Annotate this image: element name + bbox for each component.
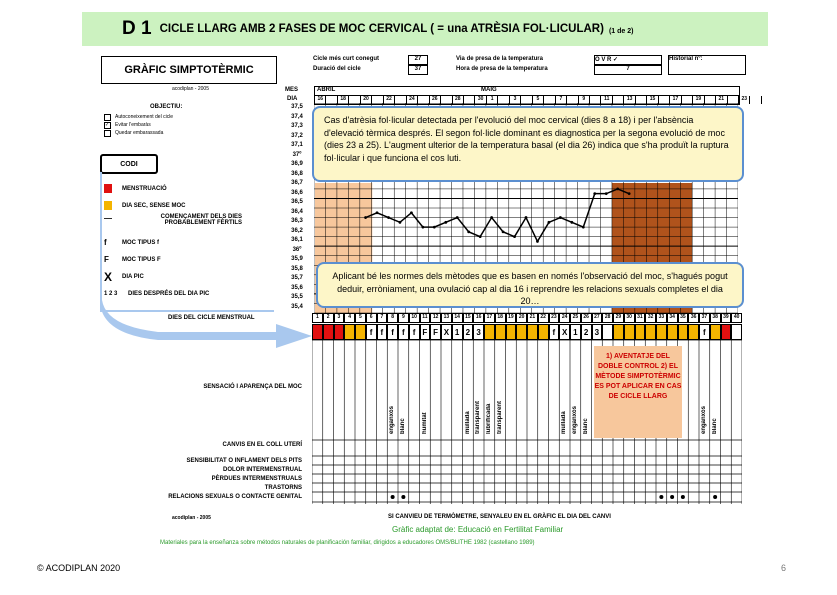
legend-label: DIES DESPRÉS DEL DIA PIC <box>128 290 210 297</box>
temp-tick: 36,8 <box>291 170 303 177</box>
relation-dot <box>391 495 395 499</box>
temp-tick: 36,2 <box>291 227 303 234</box>
x-icon: X <box>104 269 113 284</box>
objective-title: OBJECTIU: <box>150 104 183 110</box>
code-cell <box>635 324 646 340</box>
date-cell: 24 <box>407 96 418 104</box>
temp-tick: 35,9 <box>291 256 303 262</box>
axis-day-label: DIA <box>287 96 298 102</box>
row-label-disorders: TRASTORNS <box>264 485 302 491</box>
cycle-day-cell: 18 <box>495 313 506 323</box>
temp-tick: 35,6 <box>291 284 303 291</box>
legend-label: MOC TIPUS F <box>122 256 161 263</box>
code-cell <box>645 324 656 340</box>
dash-icon: — <box>104 214 112 223</box>
cycle-day-cell: 20 <box>516 313 527 323</box>
code-cell <box>710 324 721 340</box>
materials-note: Materiales para la enseñanza sobre métodos naturales de planificación familiar, dirigidos a educadores OMS/BLITHE 1982 (castellano 1989) <box>160 540 535 546</box>
code-cell <box>344 324 355 340</box>
cycle-day-cell: 23 <box>549 313 560 323</box>
code-cell <box>678 324 689 340</box>
axis-month-label: MES <box>285 87 299 93</box>
temperature-point <box>605 192 608 195</box>
code-cell <box>613 324 624 340</box>
codi-label: CODI <box>100 154 158 174</box>
code-cell: f <box>387 324 398 340</box>
relation-dot <box>670 495 674 499</box>
date-cell: 23 <box>739 96 750 104</box>
date-cell: 20 <box>361 96 372 104</box>
history-number-field[interactable]: Historial nº: <box>668 55 746 75</box>
temperature-point <box>628 192 631 195</box>
cycle-day-cell: 2 <box>323 313 334 323</box>
temp-tick: 36,7 <box>291 180 303 186</box>
shortest-cycle-value[interactable]: 27 <box>408 55 428 65</box>
temperature-point <box>570 221 573 224</box>
cycle-duration-value[interactable]: 37 <box>408 65 428 75</box>
cycle-day-cell: 30 <box>624 313 635 323</box>
callout-top: Cas d'atrèsia fol·licular detectada per l'evolució del moc cervical (dies 8 a 18) i per l'absència d'elevació tèrmica després. El segon fol·licle dominant es diagnostica per la segona evolució de moc (dies 23 a 25). L'augment ulterior de la temperatura basal (el dia 26) indica que s'ha produït la ruptura fol·licular i que funciona el cos luti. <box>312 106 744 182</box>
callout-bottom: Aplicant bé les normes dels mètodes que es basen en només l'observació del moc, s'hagués pogut deduir, erròniament, una ovulació cap al dia 16 i reprendre les relacions sexuals completes el dia 20… <box>316 262 744 308</box>
shortest-cycle-label: Cicle més curt conegut <box>313 56 380 62</box>
sheet-code: D 1 <box>122 18 152 39</box>
code-cell: f <box>549 324 560 340</box>
temperature-point <box>364 216 367 219</box>
temp-tick: 36,3 <box>291 218 303 224</box>
adapted-from: Gràfic adaptat de: Educació en Fertilitat Familiar <box>392 525 564 534</box>
cycle-day-cell: 25 <box>570 313 581 323</box>
cycle-day-cell: 34 <box>667 313 678 323</box>
date-cell: 5 <box>533 96 544 104</box>
objective-item: Autoconeixement del cicle <box>115 114 174 120</box>
row-label-spotting: PÈRDUES INTERMENSTRUALS <box>211 476 302 482</box>
f-icon: f <box>104 238 107 247</box>
cycle-day-cell: 1 <box>312 313 323 323</box>
code-cell: F <box>420 324 431 340</box>
temp-hour-label: Hora de presa de la temperatura <box>456 66 548 72</box>
temperature-point <box>582 226 585 229</box>
cycle-day-cell: 28 <box>602 313 613 323</box>
cycle-day-cell: 40 <box>731 313 742 323</box>
cycle-day-cell: 3 <box>334 313 345 323</box>
temperature-point <box>456 216 459 219</box>
date-cell: 21 <box>716 96 727 104</box>
code-cell: f <box>366 324 377 340</box>
temp-tick: 35,7 <box>291 275 303 281</box>
code-cell <box>355 324 366 340</box>
temp-tick: 36,1 <box>291 237 303 243</box>
mucus-word: mullada <box>561 411 568 434</box>
temp-route-label: Via de presa de la temperatura <box>456 56 543 62</box>
temperature-point <box>387 216 390 219</box>
cycle-day-cell: 5 <box>355 313 366 323</box>
cycle-day-cell: 15 <box>463 313 474 323</box>
cycle-day-cell: 29 <box>613 313 624 323</box>
relation-dot <box>713 495 717 499</box>
code-cell <box>731 324 742 340</box>
temp-tick: 35,4 <box>291 303 303 310</box>
cycle-day-cell: 39 <box>721 313 732 323</box>
temperature-point <box>548 221 551 224</box>
cycle-day-cell: 24 <box>559 313 570 323</box>
code-cell: 1 <box>452 324 463 340</box>
temperature-point <box>536 240 539 243</box>
cycle-day-cell: 7 <box>377 313 388 323</box>
legend-label: COMENÇAMENT DELS DIES PROBABLEMENT FÈRTILS <box>160 214 242 226</box>
temp-tick: 36,9 <box>291 161 303 167</box>
temperature-point <box>593 192 596 195</box>
cycle-day-cell: 26 <box>581 313 592 323</box>
temperature-point <box>467 230 470 233</box>
temp-hour-value[interactable]: 7 <box>594 65 662 75</box>
thermometer-note: SI CANVIEU DE TERMÒMETRE, SENYALEU EN EL GRÀFIC EL DIA DEL CANVI <box>388 514 611 520</box>
month-april: ABRIL <box>317 87 336 93</box>
mucus-word: mullada <box>464 411 471 434</box>
orange-note: 1) AVENTATJE DEL DOBLE CONTROL 2) EL MÈTODE SIMPTOTÈRMIC ES POT APLICAR EN CAS DE CICLE LLARG <box>594 346 682 438</box>
cycle-day-cell: 36 <box>688 313 699 323</box>
checkbox[interactable] <box>104 114 111 121</box>
mucus-word: blanc <box>711 418 718 434</box>
cycle-day-cell: 21 <box>527 313 538 323</box>
slide-number: 6 <box>781 563 787 573</box>
code-cell <box>538 324 549 340</box>
legend-label: MOC TIPUS f <box>122 239 159 246</box>
code-cell: 2 <box>463 324 474 340</box>
temp-tick: 36,4 <box>291 208 303 215</box>
legend <box>104 180 242 302</box>
cycle-day-cell: 22 <box>538 313 549 323</box>
page-indicator: (1 de 2) <box>608 27 634 35</box>
code-cell <box>334 324 345 340</box>
code-cell: 3 <box>592 324 603 340</box>
temp-tick: 37,2 <box>291 132 303 139</box>
date-cell: 15 <box>647 96 658 104</box>
cycle-day-cell: 9 <box>398 313 409 323</box>
temp-tick: 36,5 <box>291 199 303 205</box>
date-cell: 28 <box>453 96 464 104</box>
temperature-point <box>376 211 379 214</box>
date-cell: 17 <box>670 96 681 104</box>
temp-tick: 37,5 <box>291 104 303 110</box>
date-cell: 9 <box>579 96 590 104</box>
code-cell: 3 <box>473 324 484 340</box>
date-cell: 26 <box>430 96 441 104</box>
legend-label: MENSTRUACIÓ <box>122 185 167 192</box>
cycle-day-cell: 17 <box>484 313 495 323</box>
temperature-point <box>479 235 482 238</box>
code-cell: X <box>441 324 452 340</box>
temperature-point <box>399 221 402 224</box>
code-cell <box>688 324 699 340</box>
acodiplan-top: acodiplan - 2005 <box>172 86 209 92</box>
temp-tick: 36º <box>292 246 302 253</box>
dry-swatch <box>104 201 112 210</box>
relation-dot <box>659 495 663 499</box>
mucus-word: lubrificada <box>486 403 492 434</box>
month-may: MAIG <box>481 87 497 93</box>
cycle-day-cell: 33 <box>656 313 667 323</box>
code-cell: f <box>398 324 409 340</box>
date-cell: 13 <box>624 96 635 104</box>
cycle-day-cell: 6 <box>366 313 377 323</box>
date-cell <box>750 96 761 104</box>
mucus-word: transparent <box>496 400 503 434</box>
mucus-word: enganxós <box>701 405 707 434</box>
code-cell <box>602 324 613 340</box>
code-cell: 1 <box>570 324 581 340</box>
mucus-word: blanc <box>400 418 406 434</box>
temperature-point <box>444 221 447 224</box>
checkbox-checked[interactable]: ✓ <box>105 121 110 128</box>
title-bar <box>82 12 768 46</box>
cycle-day-cell: 35 <box>678 313 689 323</box>
code-cell: X <box>559 324 570 340</box>
cycle-day-cell: 37 <box>699 313 710 323</box>
code-cell: 2 <box>581 324 592 340</box>
row-label-pain: DOLOR INTERMENSTRUAL <box>223 467 302 473</box>
temperature-point <box>559 216 562 219</box>
code-row <box>312 324 742 340</box>
code-cell <box>495 324 506 340</box>
arrow-icon <box>98 298 318 348</box>
cycle-day-cell: 16 <box>473 313 484 323</box>
temperature-point <box>525 216 528 219</box>
cycle-day-cell: 12 <box>430 313 441 323</box>
temperature-point <box>421 226 424 229</box>
temp-tick: 35,5 <box>291 294 303 300</box>
temp-tick: 35,8 <box>291 265 303 272</box>
acodiplan-bottom: acodiplan - 2005 <box>172 515 211 521</box>
cycle-day-cell: 32 <box>645 313 656 323</box>
sheet-title: CICLE LLARG AMB 2 FASES DE MOC CERVICAL ( = una ATRÈSIA FOL·LICULAR) <box>159 23 604 35</box>
code-cell <box>624 324 635 340</box>
mucus-word: humitat <box>421 412 428 434</box>
mucus-word: enganxós <box>572 405 578 434</box>
chart-title: GRÀFIC SIMPTOTÈRMIC <box>101 56 277 84</box>
date-cell: 18 <box>338 96 349 104</box>
cycle-duration-label: Duració del cicle <box>313 66 361 72</box>
code-cell <box>721 324 732 340</box>
date-cell: 1 <box>487 96 498 104</box>
code-cell <box>484 324 495 340</box>
temperature-point <box>490 216 493 219</box>
mucus-word: blanc <box>582 418 589 434</box>
temp-tick: 37,3 <box>291 123 303 129</box>
temp-route-options[interactable]: O V R ✓ <box>594 55 662 65</box>
temperature-point <box>513 235 516 238</box>
objective-item: Evitar l'embaràs <box>115 122 151 128</box>
temp-tick: 36,6 <box>291 189 303 196</box>
cycle-day-cell: 13 <box>441 313 452 323</box>
objective-item: Quedar embarassada <box>115 130 164 136</box>
code-cell: F <box>430 324 441 340</box>
cycle-day-cell: 4 <box>344 313 355 323</box>
mucus-word: transparent <box>475 400 482 434</box>
cycle-day-cell: 11 <box>420 313 431 323</box>
cycle-day-cell: 14 <box>452 313 463 323</box>
menstruation-swatch <box>104 184 112 193</box>
relation-dot <box>681 495 685 499</box>
checkbox[interactable] <box>104 130 111 137</box>
code-cell <box>312 324 323 340</box>
code-cell <box>323 324 334 340</box>
date-cell: 7 <box>556 96 567 104</box>
objective-list <box>104 113 173 137</box>
cycle-day-cell: 19 <box>506 313 517 323</box>
temp-tick: 37º <box>292 151 302 158</box>
temperature-point <box>502 230 505 233</box>
temp-tick: 37,4 <box>291 113 303 120</box>
temperature-point <box>616 188 619 191</box>
cycle-days-row <box>312 313 742 323</box>
cycle-day-cell: 38 <box>710 313 721 323</box>
row-label-breasts: SENSIBILITAT O INFLAMENT DELS PITS <box>186 458 302 464</box>
cycle-days-label: DIES DEL CICLE MENSTRUAL <box>168 315 255 321</box>
cycle-day-cell: 10 <box>409 313 420 323</box>
code-cell: f <box>377 324 388 340</box>
temp-tick: 37,1 <box>291 142 303 148</box>
copyright: © ACODIPLAN 2020 <box>37 563 121 573</box>
code-cell <box>516 324 527 340</box>
code-cell <box>667 324 678 340</box>
cycle-day-cell: 8 <box>387 313 398 323</box>
code-cell <box>527 324 538 340</box>
code-cell <box>656 324 667 340</box>
date-cell: 19 <box>693 96 704 104</box>
row-label-mucus: SENSACIÓ I APARENÇA DEL MOC <box>203 384 302 390</box>
numbers-icon: 1 2 3 <box>104 290 118 297</box>
code-cell: f <box>699 324 710 340</box>
row-label-cervix: CANVIS EN EL COLL UTERÍ <box>222 442 302 448</box>
relation-dot <box>401 495 405 499</box>
cycle-day-cell: 27 <box>592 313 603 323</box>
date-cell: 11 <box>601 96 612 104</box>
date-cell: 16 <box>315 96 326 104</box>
F-icon: F <box>104 255 109 264</box>
date-cell: 30 <box>475 96 486 104</box>
date-cell: 22 <box>384 96 395 104</box>
code-cell: f <box>409 324 420 340</box>
legend-label: DIA SEC, SENSE MOC <box>122 202 186 209</box>
legend-label: DIA PIC <box>122 273 144 280</box>
row-label-relations: RELACIONS SEXUALS O CONTACTE GENITAL <box>168 494 302 500</box>
code-cell <box>506 324 517 340</box>
date-cell: 3 <box>510 96 521 104</box>
cycle-day-cell: 31 <box>635 313 646 323</box>
temperature-point <box>410 211 413 214</box>
temperature-point <box>433 226 436 229</box>
mucus-word: enganxós <box>389 405 396 434</box>
